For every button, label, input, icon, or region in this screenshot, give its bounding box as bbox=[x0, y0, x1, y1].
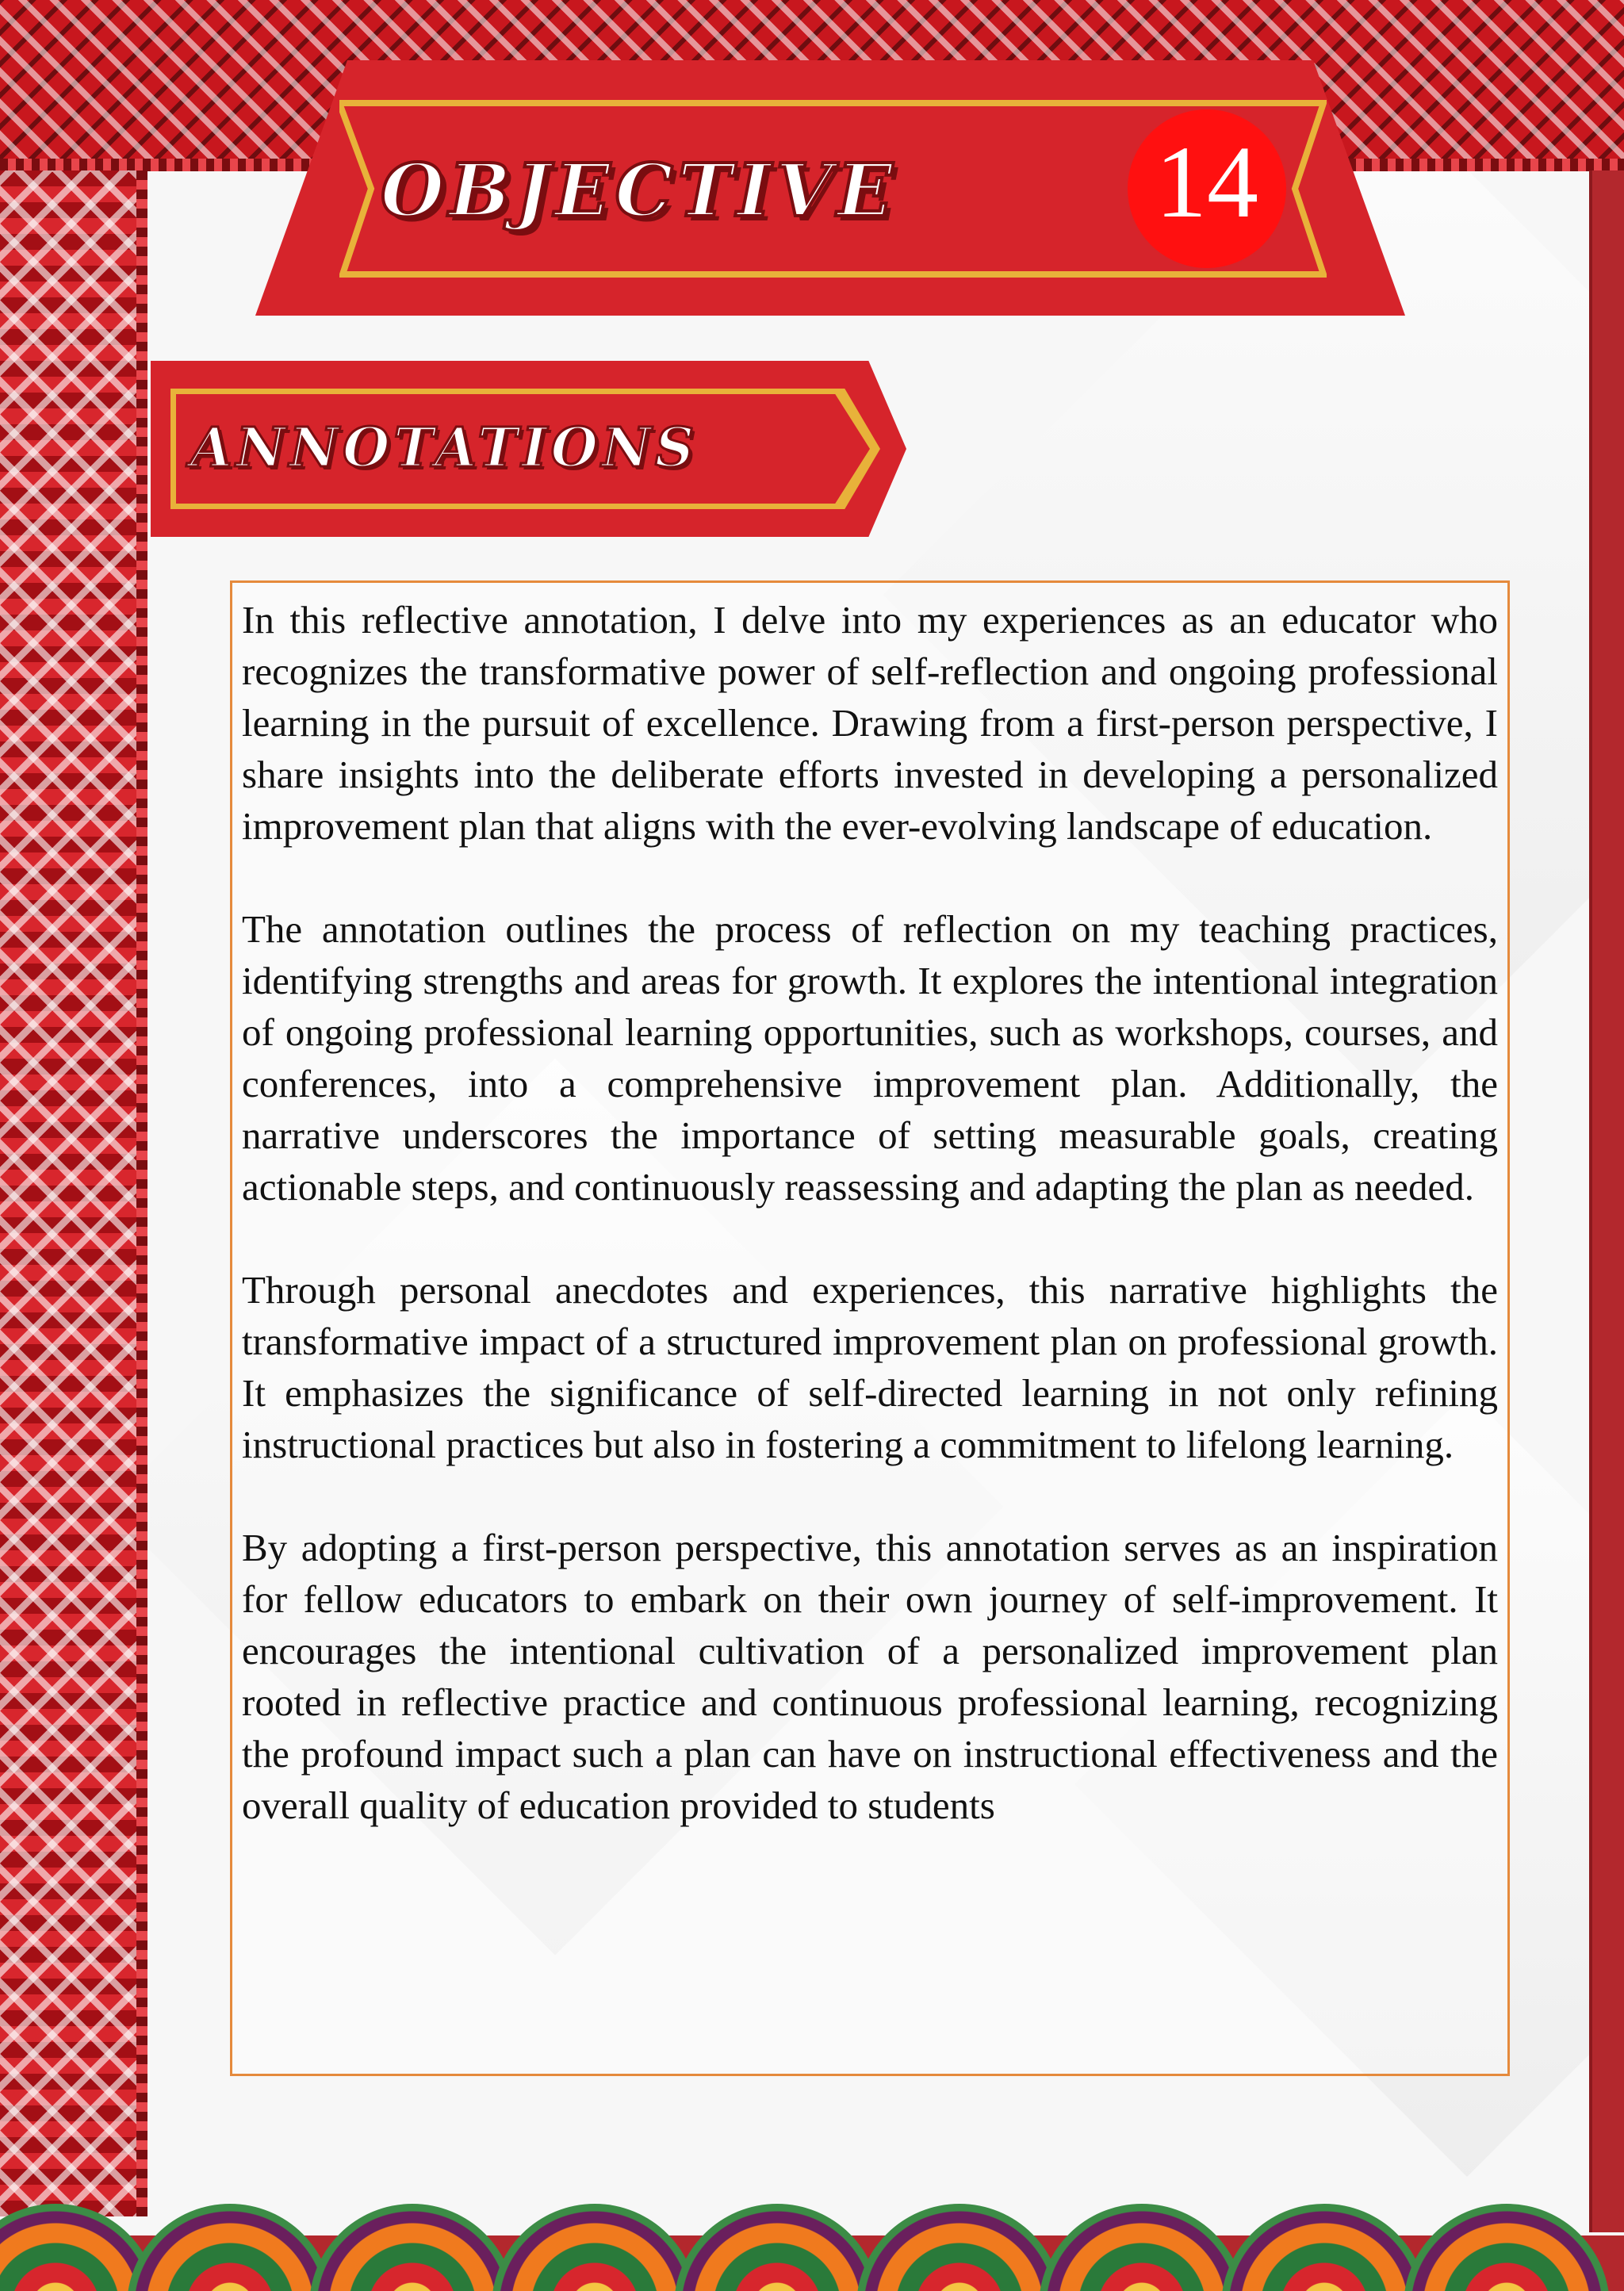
objective-number: 14 bbox=[1155, 125, 1258, 239]
paragraph-1: In this reflective annotation, I delve into my experiences as an educator who recognizes the transformative power of self-reflection and ongoing professional learning in the pursuit of excellence. Drawing from a first-person perspective, I share insights into the deliberate efforts invested in developing a personalized improvement plan that aligns with the ever-evolving landscape of education. bbox=[242, 598, 1498, 848]
left-woven-border bbox=[0, 170, 143, 2216]
mandala-flower-icon bbox=[492, 2204, 698, 2291]
paragraph-2: The annotation outlines the process of reflection on my teaching practices, identifying strengths and areas for growth. It explores the intentional integration of ongoing professional learning opportunities, such as workshops, courses, and conferences, into a comprehensive improvement plan. Additionally, the narrative underscores the importance of setting measurable goals, creating actionable steps, and continuously reassessing and adapting the plan as needed. bbox=[242, 907, 1498, 1209]
paragraph-4: By adopting a first-person perspective, this annotation serves as an inspiration for fellow educators to embark on their own journey of self-improvement. It encourages the intentional cultivation of a personalized improvement plan rooted in reflective practice and continuous professional learning, recognizing the profound impact such a plan can have on instructional effectiveness and the overall quality of education provided to students bbox=[242, 1526, 1498, 1827]
mandala-flower-icon bbox=[309, 2204, 515, 2291]
mandala-flower-icon bbox=[674, 2204, 880, 2291]
mandala-flower-icon bbox=[1039, 2204, 1245, 2291]
paragraph-3: Through personal anecdotes and experiences, this narrative highlights the transformative impact of a structured improvement plan on professional growth. It emphasizes the significance of self-directed learning in not only refining instructional practices but also in fostering a commitment to lifelong learning. bbox=[242, 1268, 1498, 1466]
mandala-flower-icon bbox=[1404, 2204, 1610, 2291]
mandala-flower-icon bbox=[856, 2204, 1063, 2291]
mandala-flower-icon bbox=[1221, 2204, 1427, 2291]
right-border-strip bbox=[1589, 170, 1624, 2232]
mandala-flower-icon bbox=[127, 2204, 333, 2291]
left-border-trim bbox=[136, 170, 147, 2216]
annotation-text-box bbox=[230, 580, 1510, 2076]
mandala-flower-row bbox=[0, 2132, 1624, 2291]
annotations-title: ANNOTATIONS bbox=[190, 416, 699, 480]
objective-title: OBJECTIVE bbox=[381, 147, 898, 233]
